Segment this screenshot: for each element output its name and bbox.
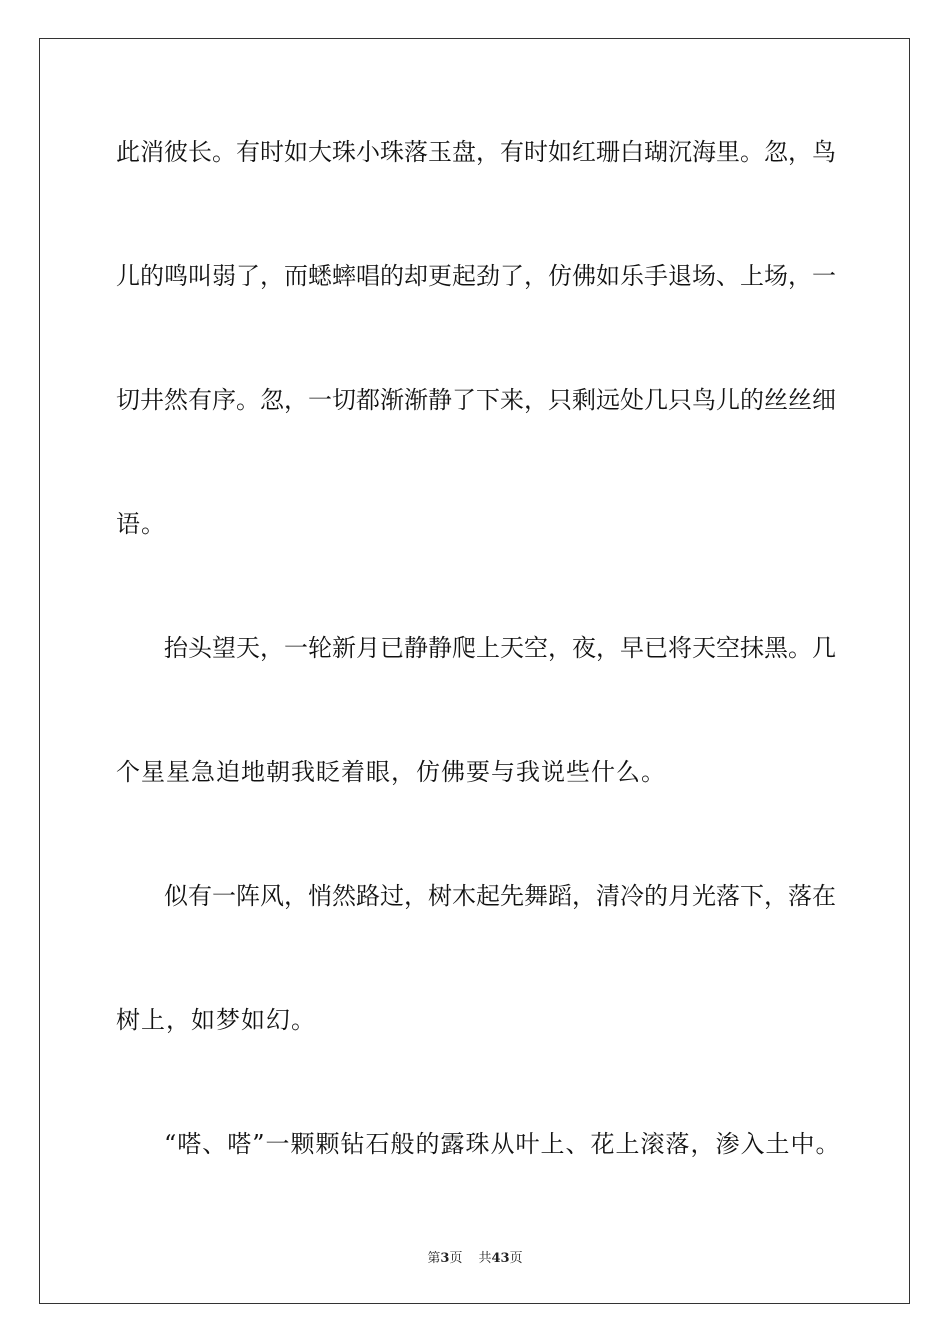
text-line-2: 儿的鸣叫弱了，而蟋蟀唱的却更起劲了，仿佛如乐手退场、上场，一 [116, 262, 836, 290]
footer-page-number: 3 [440, 1251, 450, 1266]
text-line-7: 似有一阵风，悄然路过，树木起先舞蹈，清冷的月光落下，落在 [164, 882, 836, 910]
text-line-4: 语。 [116, 510, 166, 538]
text-line-6: 个星星急迫地朝我眨着眼，仿佛要与我说些什么。 [116, 758, 666, 786]
footer-total-suffix: 页 [509, 1251, 523, 1266]
footer-total-number: 43 [491, 1251, 510, 1266]
text-line-9: “嗒、嗒”一颗颗钻石般的露珠从叶上、花上滚落，渗入土中。 [164, 1130, 841, 1158]
footer-total-prefix: 共 [478, 1251, 492, 1266]
page-footer [0, 1247, 950, 1266]
text-line-5: 抬头望天，一轮新月已静静爬上天空，夜，早已将天空抹黑。几 [164, 634, 836, 662]
text-line-8: 树上，如梦如幻。 [116, 1006, 316, 1034]
footer-page-prefix: 第 [427, 1251, 441, 1266]
footer-page-suffix: 页 [449, 1251, 463, 1266]
text-line-3: 切井然有序。忽，一切都渐渐静了下来，只剩远处几只鸟儿的丝丝细 [116, 386, 836, 414]
text-line-1: 此消彼长。有时如大珠小珠落玉盘，有时如红珊白瑚沉海里。忽，鸟 [116, 138, 836, 166]
page-border [39, 38, 910, 1304]
